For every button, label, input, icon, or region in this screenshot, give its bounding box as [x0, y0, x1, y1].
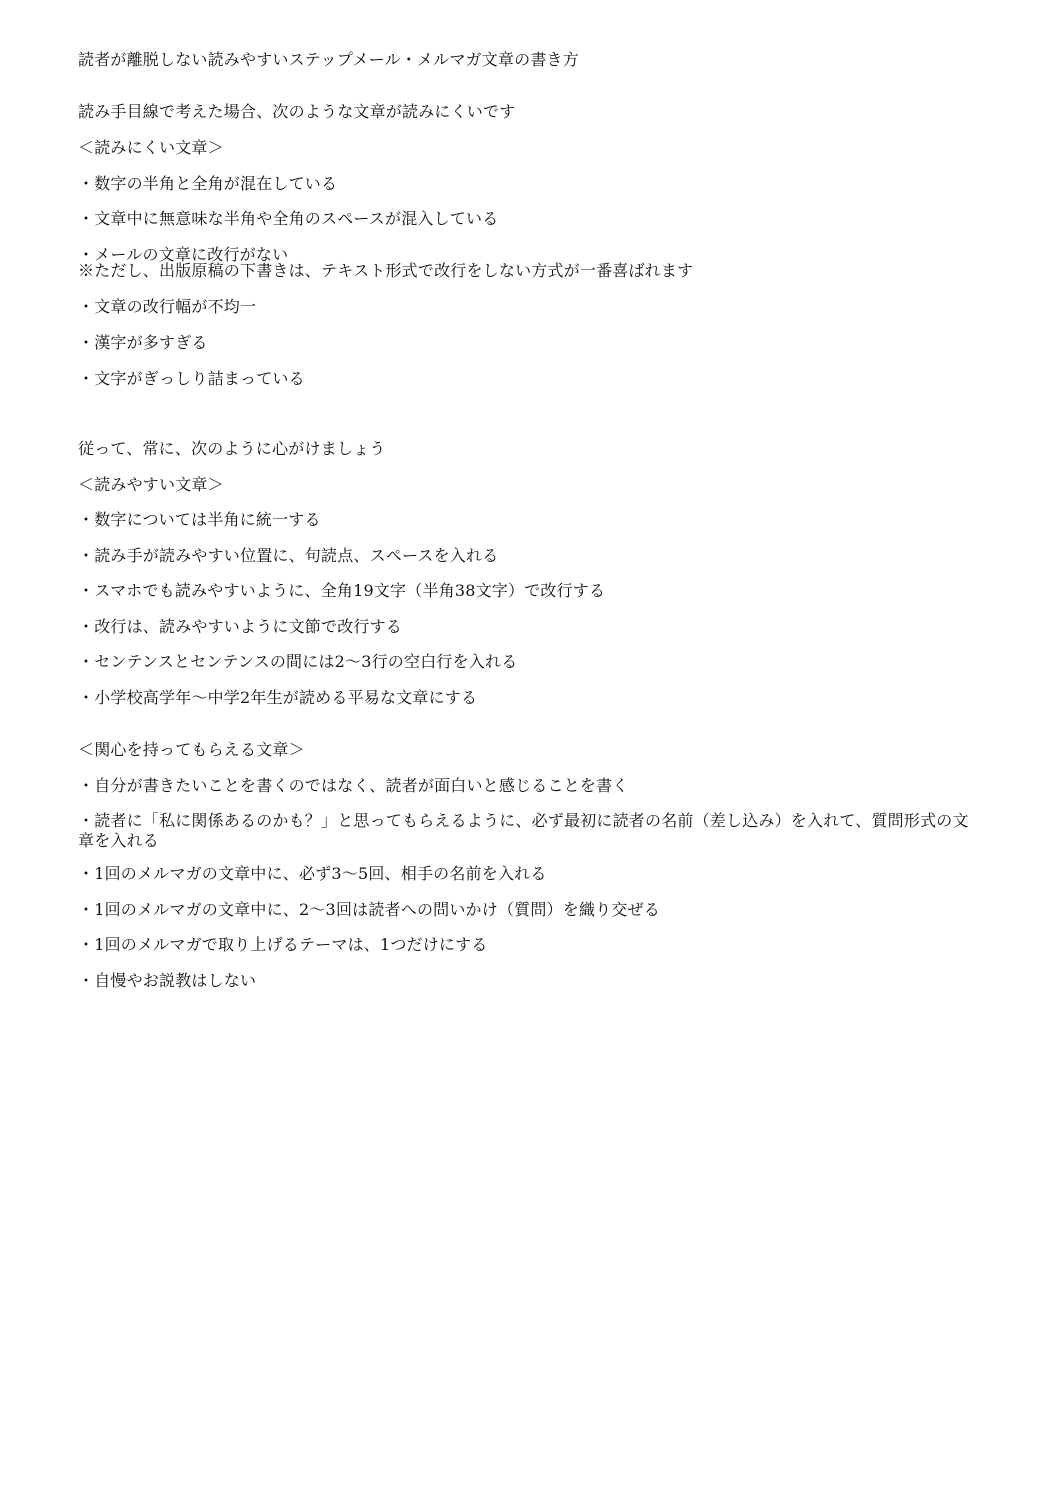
easy-item: ・小学校高学年〜中学2年生が読める平易な文章にする [78, 688, 478, 707]
easy-item: ・改行は、読みやすいように文節で改行する [78, 617, 403, 636]
hard-item: ・文字がぎっしり詰まっている [78, 369, 305, 388]
interest-item: ・1回のメルマガの文章中に、必ず3〜5回、相手の名前を入れる [78, 864, 547, 883]
interest-item: ・自分が書きたいことを書くのではなく、読者が面白いと感じることを書く [78, 776, 629, 795]
easy-item: ・読み手が読みやすい位置に、句読点、スペースを入れる [78, 546, 499, 565]
hard-item: ・文章中に無意味な半角や全角のスペースが混入している [78, 209, 499, 228]
hard-item: ・数字の半角と全角が混在している [78, 174, 338, 193]
hard-item: ・メールの文章に改行がない [78, 245, 289, 264]
intro-text: 読み手目線で考えた場合、次のような文章が読みにくいです [78, 102, 516, 121]
easy-item: ・センテンスとセンテンスの間には2〜3行の空白行を入れる [78, 652, 518, 671]
hard-item: ・文章の改行幅が不均一 [78, 297, 257, 316]
easy-item: ・数字については半角に統一する [78, 510, 321, 529]
interest-item: ・1回のメルマガで取り上げるテーマは、1つだけにする [78, 935, 488, 954]
easy-section-heading: ＜読みやすい文章＞ [78, 475, 224, 494]
hard-item: ・漢字が多すぎる [78, 333, 208, 352]
interest-item: ・読者に「私に関係あるのかも？」と思ってもらえるように、必ず最初に読者の名前（差し込み）を入れて、質問形式の文章を入れる [78, 811, 969, 850]
document-title: 読者が離脱しない読みやすいステップメール・メルマガ文章の書き方 [78, 50, 579, 69]
hard-note: ※ただし、出版原稿の下書きは、テキスト形式で改行をしない方式が一番喜ばれます [78, 261, 694, 280]
easy-item: ・スマホでも読みやすいように、全角19文字（半角38文字）で改行する [78, 581, 606, 600]
interest-section-heading: ＜関心を持ってもらえる文章＞ [78, 740, 305, 759]
interest-item: ・1回のメルマガの文章中に、2〜3回は読者への問いかけ（質問）を織り交ぜる [78, 900, 660, 919]
transition-text: 従って、常に、次のように心がけましょう [78, 439, 386, 458]
hard-section-heading: ＜読みにくい文章＞ [78, 138, 224, 157]
interest-item: ・自慢やお説教はしない [78, 971, 257, 990]
